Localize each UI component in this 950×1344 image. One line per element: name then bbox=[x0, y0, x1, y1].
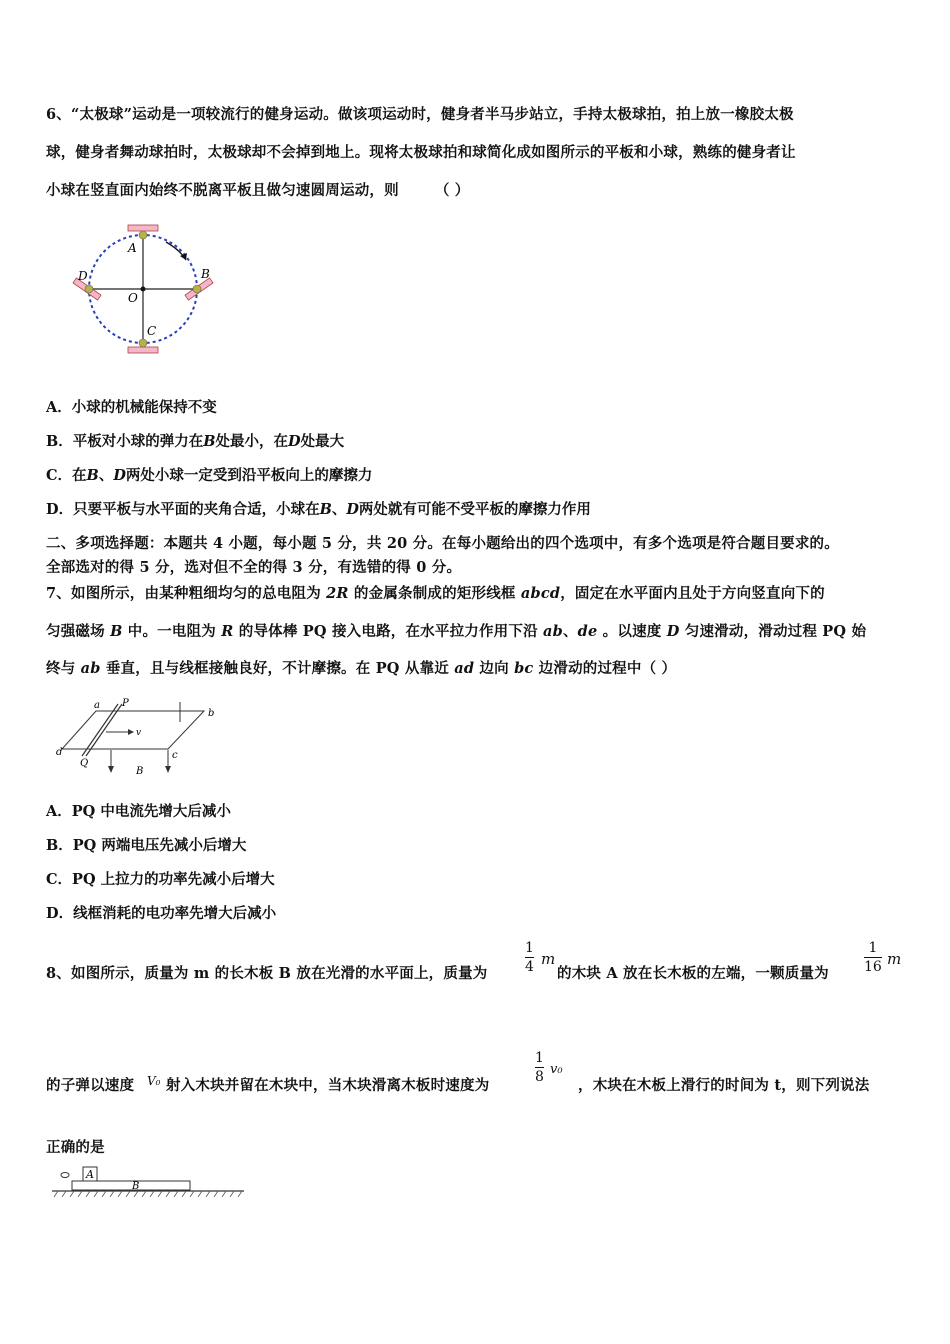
ball-D bbox=[85, 285, 93, 293]
ground-hatching bbox=[54, 1191, 242, 1197]
rod-PQ bbox=[82, 704, 118, 756]
q7-line-1 bbox=[46, 582, 825, 603]
label-b: b bbox=[208, 708, 215, 719]
q6-line-1: 6、“太极球”运动是一项较流行的健身运动。做该项运动时，健身者半马步站立，手持太极球拍，拍上放一橡胶太极 bbox=[46, 106, 794, 123]
q7-option-d: D．线框消耗的电功率先增大后减小 bbox=[46, 905, 277, 922]
var-bc: bc bbox=[514, 660, 534, 677]
fraction-denominator: 8 bbox=[535, 1069, 544, 1085]
q6-line-3 bbox=[46, 179, 469, 200]
wire-frame bbox=[62, 711, 204, 749]
q7-text: ，固定在水平面内且处于方向竖直向下的 bbox=[560, 585, 825, 602]
q6-option-c-text: 、 bbox=[98, 467, 114, 484]
q6-option-b-text: 处最小，在 bbox=[215, 433, 289, 450]
label-A: A bbox=[128, 241, 137, 255]
q7-text: 的导体棒 PQ 接入电路，在水平拉力作用下沿 bbox=[233, 623, 544, 640]
q8-line-2c: ，木块在木板上滑行的时间为 t，则下列说法 bbox=[578, 1077, 870, 1094]
q8-figure bbox=[50, 1162, 246, 1202]
field-arrowhead bbox=[165, 766, 171, 773]
var-ab: ab bbox=[80, 660, 101, 677]
label-field-B: B bbox=[136, 766, 144, 777]
var-D: D bbox=[288, 433, 301, 450]
q7-text: 边滑动的过程中（ ） bbox=[533, 660, 677, 677]
q7-text: 、 bbox=[562, 623, 578, 640]
q6-option-d-text: D．只要平板与水平面的夹角合适，小球在 bbox=[46, 501, 320, 518]
var-B: B bbox=[110, 623, 123, 640]
label-v: v bbox=[136, 728, 142, 738]
q7-option-a: A．PQ 中电流先增大后减小 bbox=[46, 803, 231, 820]
q8-line-2a: 的子弹以速度 bbox=[46, 1077, 135, 1094]
var-D: D bbox=[666, 623, 680, 640]
q7-figure bbox=[56, 694, 236, 780]
q7-text: 边向 bbox=[474, 660, 515, 677]
var-D: D bbox=[113, 467, 126, 484]
label-B: B bbox=[201, 267, 210, 281]
var-R: R bbox=[221, 623, 234, 640]
q7-text: 。以速度 bbox=[597, 623, 667, 640]
board-B bbox=[72, 1181, 190, 1190]
q8-line-3: 正确的是 bbox=[46, 1139, 105, 1156]
fraction-denominator: 4 bbox=[525, 959, 534, 975]
q7-text: 匀强磁场 bbox=[46, 623, 111, 640]
q6-option-c-text: 两处小球一定受到沿平板向上的摩擦力 bbox=[125, 467, 373, 484]
q6-line-2: 球，健身者舞动球拍时，太极球却不会掉到地上。现将太极球拍和球简化成如图所示的平板和小球，熟练的健身者让 bbox=[46, 144, 796, 161]
label-a: a bbox=[94, 700, 100, 711]
fraction-1-4 bbox=[525, 940, 534, 975]
q7-text: 7、如图所示，由某种粗细均匀的总电阻为 bbox=[46, 585, 327, 602]
label-d: d bbox=[56, 747, 63, 758]
q7-text: 中。一电阻为 bbox=[122, 623, 222, 640]
label-Q: Q bbox=[80, 758, 89, 769]
bullet bbox=[61, 1173, 69, 1178]
fraction-1-8 bbox=[535, 1050, 544, 1085]
q6-option-c-text: C．在 bbox=[46, 467, 87, 484]
q6-option-b-text: B．平板对小球的弹力在 bbox=[46, 433, 204, 450]
var-2R: 2R bbox=[326, 585, 349, 602]
section2-header-line-2: 全部选对的得 5 分，选对但不全的得 3 分，有选错的得 0 分。 bbox=[46, 559, 462, 576]
q6-option-b bbox=[46, 430, 344, 451]
label-P: P bbox=[122, 698, 129, 709]
q7-text: 的金属条制成的矩形线框 bbox=[348, 585, 521, 602]
var-ab: ab bbox=[543, 623, 563, 640]
fraction-numerator: 1 bbox=[525, 940, 534, 956]
ball-B bbox=[193, 285, 201, 293]
fraction-denominator: 16 bbox=[864, 959, 882, 975]
q6-option-d bbox=[46, 498, 591, 519]
var-B: B bbox=[203, 433, 216, 450]
velocity-arrowhead bbox=[128, 729, 134, 735]
label-O: O bbox=[128, 291, 138, 305]
label-A: A bbox=[86, 1168, 94, 1181]
q6-option-b-text: 处最大 bbox=[300, 433, 345, 450]
center-dot bbox=[141, 287, 146, 292]
var-abcd: abcd bbox=[520, 585, 561, 602]
q7-text: 终与 bbox=[46, 660, 81, 677]
fraction-numerator: 1 bbox=[535, 1050, 544, 1066]
q7-text: 匀速滑动，滑动过程 PQ 始 bbox=[679, 623, 867, 640]
q6-option-d-text: 、 bbox=[331, 501, 347, 518]
var-B: B bbox=[86, 467, 99, 484]
q6-answer-blank: （ ） bbox=[434, 182, 470, 199]
var-v0: V₀ bbox=[147, 1074, 161, 1088]
fraction-numerator: 1 bbox=[868, 940, 878, 956]
q6-option-a: A．小球的机械能保持不变 bbox=[46, 399, 217, 416]
plate-A bbox=[128, 225, 158, 231]
q7-line-2 bbox=[46, 620, 866, 641]
q6-option-c bbox=[46, 464, 372, 485]
label-c: c bbox=[172, 750, 178, 761]
q6-figure bbox=[68, 222, 220, 356]
label-D: D bbox=[78, 269, 88, 283]
fraction-1-16 bbox=[864, 940, 882, 975]
plate-C bbox=[128, 347, 158, 353]
q8-line-2b: 射入木块并留在木块中，当木块滑离木板时速度为 bbox=[166, 1077, 490, 1094]
q6-option-d-text: 两处就有可能不受平板的摩擦力作用 bbox=[358, 501, 591, 518]
ball-A bbox=[139, 231, 147, 239]
fraction-1-16-var: m bbox=[887, 950, 902, 968]
var-D: D bbox=[346, 501, 359, 518]
label-B: B bbox=[132, 1181, 140, 1192]
q7-text: 垂直，且与线框接触良好，不计摩擦。在 PQ 从靠近 bbox=[100, 660, 455, 677]
field-arrowhead bbox=[108, 766, 114, 773]
q7-option-b: B．PQ 两端电压先减小后增大 bbox=[46, 837, 247, 854]
section2-header-line-1: 二、多项选择题：本题共 4 小题，每小题 5 分，共 20 分。在每小题给出的四个选项中，有多个选项是符合题目要求的。 bbox=[46, 535, 839, 552]
q6-stem-end: 小球在竖直面内始终不脱离平板且做匀速圆周运动，则 bbox=[46, 182, 399, 199]
fraction-1-4-var: m bbox=[541, 950, 556, 968]
fraction-1-8-var: v₀ bbox=[550, 1062, 563, 1077]
rod-PQ-edge bbox=[86, 704, 122, 756]
q8-line-1b: 的木块 A 放在长木板的左端，一颗质量为 bbox=[557, 965, 829, 982]
var-ad: ad bbox=[454, 660, 475, 677]
q7-line-3 bbox=[46, 657, 676, 678]
label-C: C bbox=[147, 324, 157, 338]
var-de: de bbox=[577, 623, 598, 640]
ball-C bbox=[139, 339, 147, 347]
q8-line-1a: 8、如图所示，质量为 m 的长木板 B 放在光滑的水平面上，质量为 bbox=[46, 965, 488, 982]
var-B: B bbox=[319, 501, 332, 518]
q7-option-c: C．PQ 上拉力的功率先减小后增大 bbox=[46, 871, 275, 888]
